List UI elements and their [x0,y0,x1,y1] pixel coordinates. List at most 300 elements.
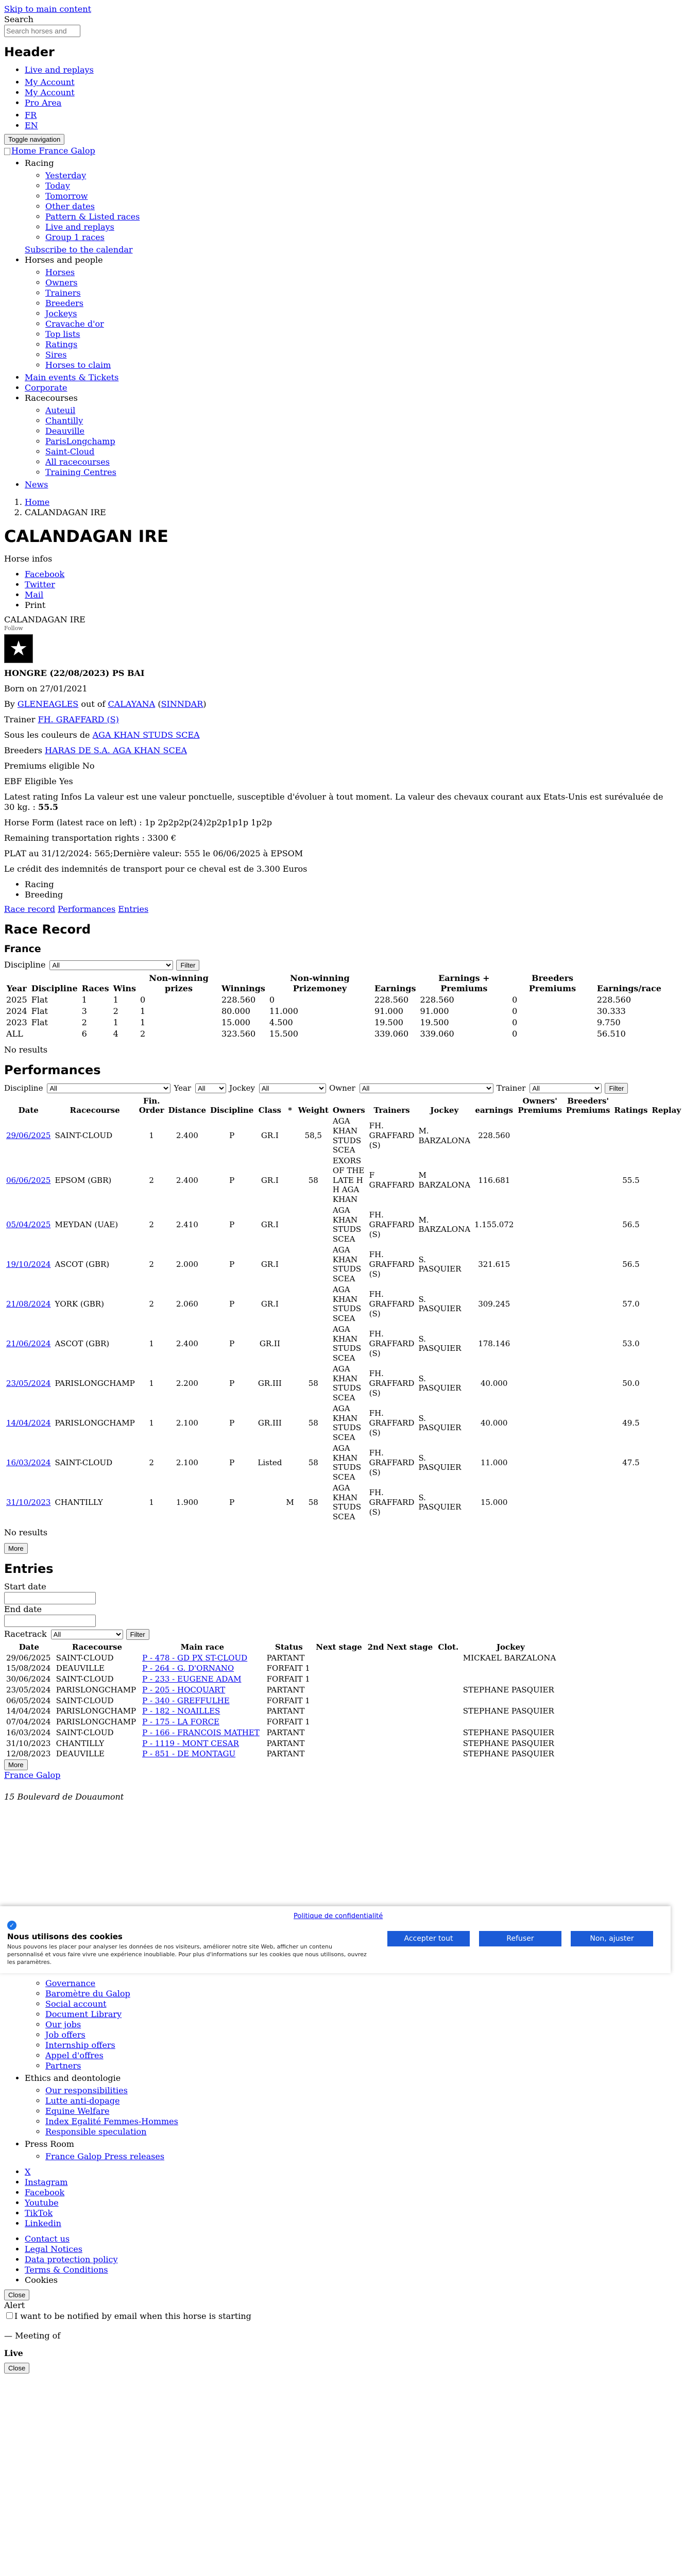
entries-cell [436,1706,461,1717]
nav-trainers[interactable]: Trainers [45,288,81,298]
racetrack-label: Racetrack [4,1629,47,1639]
rating-line: Latest rating Infos La valeur est une valeur ponctuelle, susceptible d'évoluer à tout moment. La valeur des chevaux courant aux Etats-Unis est surévaluée de 30 kg. : 55.5 [4,791,663,812]
empty-cell [650,1403,683,1443]
close-live-button[interactable]: Close [4,2363,29,2374]
entries-cell [365,1706,436,1717]
nav-top-lists[interactable]: Top lists [45,329,80,339]
performance-date-link[interactable]: 21/08/2024 [6,1299,51,1309]
race-record-cell: 0 [512,1017,518,1027]
performance-fin: 2 [149,1259,154,1269]
social-linkedin[interactable]: Linkedin [25,2218,61,2228]
performance-fin: 1 [149,1378,154,1388]
entries-cell: PARTANT [266,1738,305,1748]
skip-link[interactable]: Skip to main content [4,4,91,14]
performance-disc: P [229,1259,235,1269]
performance-dist: 2.410 [176,1219,198,1229]
nav-main-events[interactable]: Main events & Tickets [25,372,119,382]
social-youtube[interactable]: Youtube [25,2198,59,2208]
performance-owner: AGA KHAN STUDS SCEA [332,1443,362,1482]
my-account-link[interactable]: My Account [25,77,75,87]
entries-cell[interactable] [140,1653,265,1664]
entries-cell [313,1717,365,1727]
entries-cell: DEAUVILLE [56,1664,105,1673]
footer-responsibilities[interactable]: Our responsibilities [45,2086,128,2095]
refuse-button[interactable]: Refuser [479,1931,561,1946]
footer-anti-doping[interactable]: Lutte anti-dopage [45,2096,120,2106]
footer-ethics: • Ethics and deontologie ◦ Our responsibilities ◦ Lutte anti-dopage ◦ Equine Welfare ◦ Index Egalité Femmes-Hommes ◦ Responsible speculation [25,2073,663,2137]
nav-horses[interactable]: Horses [45,267,75,277]
entries-cell: 07/04/2024 [6,1717,51,1726]
performance-rating: 55.5 [622,1175,640,1185]
adjust-button[interactable]: Non, ajuster [571,1931,653,1946]
performance-earn: 309.245 [478,1299,510,1309]
entries-cell [436,1738,461,1749]
performance-date-link[interactable]: 21/06/2024 [6,1338,51,1348]
performance-owner: AGA KHAN STUDS SCEA [332,1364,362,1402]
entries-row [4,1749,560,1759]
perf-jockey-select[interactable] [259,1083,326,1093]
search-input[interactable] [4,25,80,37]
performance-row [4,1443,683,1483]
privacy-policy-link[interactable]: Politique de confidentialité [294,1912,383,1920]
empty-cell [516,1483,564,1522]
performance-date-link[interactable]: 31/10/2023 [6,1497,51,1507]
footer-document-library[interactable]: Document Library [45,2009,122,2019]
performance-weight [296,1324,331,1364]
performance-date-link[interactable]: 14/04/2024 [6,1418,51,1428]
accept-all-button[interactable]: Accepter tout [387,1931,470,1946]
lang-fr[interactable]: FR [25,110,37,120]
entries-cell[interactable] [140,1717,265,1727]
performance-rating [612,1483,650,1522]
footer-our-jobs[interactable]: Our jobs [45,2020,81,2029]
footer-job-offers[interactable]: Job offers [45,2030,86,2040]
performance-date[interactable] [4,1116,53,1156]
performance-disc: P [229,1131,235,1141]
perf-owner-select[interactable] [360,1083,493,1093]
footer-address: 15 Boulevard de Douaumont [4,1792,124,1802]
footer-partners[interactable]: Partners [45,2061,81,2071]
entries-cell-link[interactable]: P - 175 - LA FORCE [142,1717,219,1726]
entries-cell [313,1653,365,1664]
performance-earn: 228.560 [478,1131,510,1141]
performance-date[interactable] [4,1443,53,1483]
performance-date[interactable] [4,1245,53,1284]
nav-cravache[interactable]: Cravache d'or [45,319,104,329]
entries-cell: FORFAIT 1 [266,1717,310,1726]
footer-terms[interactable]: Terms & Conditions [25,2265,108,2275]
entries-header: Jockey [496,1642,525,1652]
breeder-link[interactable]: HARAS DE S.A. AGA KHAN SCEA [45,745,187,755]
entries-cell: 30/06/2024 [6,1674,51,1684]
notify-checkbox[interactable] [6,2312,13,2319]
performance-cls: Listed [258,1458,282,1467]
footer-data-protection[interactable]: Data protection policy [25,2255,118,2264]
performance-trainer: FH. GRAFFARD (S) [369,1210,415,1239]
race-record-cell: 0 [269,994,275,1005]
lang-en[interactable]: EN [25,121,38,130]
anchor-links [4,904,667,914]
entries-cell: CHANTILLY [56,1738,105,1748]
race-record-cell: 9.750 [596,1017,621,1027]
perf-jockey-label: Jockey [229,1083,255,1093]
entries-filter-button[interactable]: Filter [126,1629,149,1640]
footer-links [4,1976,663,2374]
performance-trainer: F GRAFFARD [369,1171,415,1190]
cookie-body: Nous pouvons les placer pour analyser les données de nos visiteurs, améliorer notre site Web, afficher un contenu personnalisé et vous faire vivre une expérience inoubliable. Pour plus d'informations sur les cookies que nous utilisons, ouvrez les paramètres. [7,1943,367,1965]
premiums-line: Premiums eligible No [4,760,95,771]
header-live-list [4,65,667,75]
entries-cell: PARTANT [266,1706,305,1716]
entries-cell[interactable] [140,1674,265,1685]
performance-date-link[interactable]: 23/05/2024 [6,1378,51,1388]
empty-cell [516,1205,564,1245]
entries-cell [313,1663,365,1674]
footer-equine-welfare[interactable]: Equine Welfare [45,2106,110,2116]
footer-internship-offers[interactable]: Internship offers [45,2040,115,2050]
anchor-race-record[interactable]: Race record [4,904,56,914]
performance-row [4,1156,683,1205]
live-replays-link[interactable]: Live and replays [25,65,94,75]
nav-other-dates[interactable]: Other dates [45,201,95,211]
performance-rating: 56.5 [622,1219,640,1229]
performance-jockey: M. BARZALONA [418,1126,471,1145]
performance-trainer: FH. GRAFFARD (S) [369,1369,415,1398]
cookie-title: Nous utilisons des cookies [7,1932,123,1941]
nav-news[interactable]: News [25,480,48,489]
footer-press-releases[interactable]: France Galop Press releases [45,2151,165,2161]
race-record-title: Race Record [4,922,91,937]
footer-barometre[interactable]: Baromètre du Galop [45,1989,130,1998]
performance-header: Jockey [430,1106,459,1115]
entries-cell [461,1717,560,1727]
race-record-cell: 2 [81,1017,87,1027]
performance-date-link[interactable]: 05/04/2025 [6,1219,51,1229]
race-record-cell: Flat [31,1006,48,1016]
performance-date-link[interactable]: 19/10/2024 [6,1259,51,1269]
race-record-cell: 2 [113,1006,118,1016]
nav-saint-cloud[interactable]: Saint-Cloud [45,447,95,456]
performance-row [4,1245,683,1284]
performance-earn: 40.000 [480,1418,508,1428]
performance-owner: AGA KHAN STUDS SCEA [332,1324,362,1363]
entries-cell[interactable] [140,1696,265,1706]
performance-row [4,1483,683,1522]
performance-star [284,1443,296,1483]
race-record-cell: 6 [81,1028,87,1039]
entries-cell [365,1749,436,1759]
nav-horses-people[interactable]: • Horses and people ◦ Horses ◦ Owners ◦ Trainers ◦ Breeders ◦ Jockeys ◦ Cravache d'or ◦ Top lists ◦ Ratings ◦ Sires ◦ Horses to claim [25,255,667,370]
performance-date[interactable] [4,1483,53,1522]
race-record-cell: 4 [113,1028,118,1039]
footer-legal-notices[interactable]: Legal Notices [25,2244,82,2254]
performance-date-link[interactable]: 29/06/2025 [6,1131,51,1141]
footer-contact[interactable]: Contact us [25,2234,70,2244]
nav-live-replays[interactable]: Live and replays [45,222,114,232]
nav-jockeys[interactable]: Jockeys [45,309,77,318]
end-date-label: End date [4,1604,42,1614]
damsire-link[interactable]: SINNDAR [161,699,203,709]
footer-responsible-speculation[interactable]: Responsible speculation [45,2127,147,2137]
entries-row [4,1706,560,1717]
entries-cell: DEAUVILLE [56,1749,105,1759]
entries-cell-link[interactable]: P - 1119 - MONT CESAR [142,1738,239,1748]
nav-yesterday[interactable]: Yesterday [45,171,87,180]
empty-cell [564,1443,612,1483]
entries-table [4,1642,560,1759]
nav-ratings[interactable]: Ratings [45,340,78,349]
share-facebook[interactable]: Facebook [25,569,65,579]
nav-owners[interactable]: Owners [45,278,78,287]
entries-cell: FORFAIT 1 [266,1664,310,1673]
anchor-entries[interactable]: Entries [118,904,149,914]
performance-weight: 58 [308,1378,318,1388]
start-date-input[interactable] [4,1592,96,1604]
performance-star: M [286,1497,294,1507]
performance-star [284,1324,296,1364]
empty-cell [564,1403,612,1443]
toggle-navigation-button[interactable]: Toggle navigation [4,134,64,145]
race-record-cell: Flat [31,994,48,1005]
social-tiktok[interactable]: TikTok [25,2208,53,2218]
nav-tomorrow[interactable]: Tomorrow [45,191,88,201]
footer-governance[interactable]: Governance [45,1978,96,1988]
social-facebook[interactable]: Facebook [25,2188,65,2197]
perf-discipline-label: Discipline [4,1083,43,1093]
performance-weight: 58,5 [304,1131,322,1141]
subscribe-calendar-link[interactable]: Subscribe to the calendar [25,245,133,255]
home-logo-link[interactable]: Home France Galop [4,146,95,156]
entries-header: Next stage [316,1642,362,1652]
performance-earn: 15.000 [480,1497,508,1507]
cookie-banner [0,1906,671,1973]
end-date-input[interactable] [4,1615,96,1627]
race-record-cell: ALL [6,1028,23,1039]
performance-jockey: S. PASQUIER [418,1493,462,1512]
close-button[interactable]: Close [4,2290,29,2300]
empty-cell [564,1156,612,1205]
performance-cls: GR.I [261,1219,279,1229]
owner-link[interactable]: AGA KHAN STUDS SCEA [92,730,200,740]
discipline-label: Discipline [4,960,46,970]
race-record-cell: 2024 [6,1006,27,1016]
entries-row [4,1738,560,1749]
empty-cell [516,1116,564,1156]
entries-cell-link[interactable]: P - 182 - NOAILLES [142,1706,220,1716]
performance-jockey: M. BARZALONA [418,1215,471,1234]
follow-button[interactable]: Follow ★ [4,625,667,663]
empty-cell [516,1245,564,1284]
entries-cell-link[interactable]: P - 233 - EUGENE ADAM [142,1674,242,1684]
nav-auteuil[interactable]: Auteuil [45,405,76,415]
footer-index-egalite[interactable]: Index Egalité Femmes-Hommes [45,2116,178,2126]
entries-cell [436,1696,461,1706]
performance-weight [296,1205,331,1245]
social-instagram[interactable]: Instagram [25,2177,68,2187]
empty-cell [516,1156,564,1205]
race-record-header: Discipline [31,983,78,993]
entries-cell-link[interactable]: P - 340 - GREFFULHE [142,1696,230,1705]
performance-header: Distance [168,1106,207,1115]
footer-press: • Press Room ◦ France Galop Press releases [25,2139,663,2162]
entries-cell[interactable] [140,1738,265,1749]
plat-line: PLAT au 31/12/2024: 565;Dernière valeur: 555 le 06/06/2025 à EPSOM [4,848,303,858]
footer-cookies[interactable]: • Cookies [25,2275,663,2285]
performance-cls: GR.I [261,1299,279,1309]
perf-discipline-select[interactable] [47,1083,170,1093]
nav-training-centres[interactable]: Training Centres [45,467,116,477]
trainer-link[interactable]: FH. GRAFFARD (S) [38,714,119,724]
performance-header: * [288,1106,292,1115]
entries-cell-link[interactable]: P - 478 - GD PX ST-CLOUD [142,1653,248,1663]
performance-disc: P [229,1378,235,1388]
empty-cell [564,1284,612,1324]
footer-brand-link[interactable]: France Galop [4,1770,61,1780]
performance-course: MEYDAN (UAE) [55,1219,118,1229]
footer-appel-offres[interactable]: Appel d'offres [45,2050,104,2060]
entries-row [4,1727,560,1738]
footer-social-account[interactable]: Social account [45,1999,107,2009]
main-nav [4,158,667,490]
performance-owner: AGA KHAN STUDS SCEA [332,1205,362,1244]
entries-filter [4,1629,667,1640]
empty-cell [516,1284,564,1324]
share-twitter[interactable]: Twitter [25,580,55,589]
nav-all-racecourses[interactable]: All racecourses [45,457,110,467]
star-icon[interactable]: ★ [4,634,33,663]
performance-course: SAINT-CLOUD [55,1458,113,1467]
nav-sires[interactable]: Sires [45,350,67,360]
entries-cell: PARTANT [266,1653,305,1663]
performance-date[interactable] [4,1156,53,1205]
entries-cell: SAINT-CLOUD [56,1653,114,1663]
performance-trainer: FH. GRAFFARD (S) [369,1448,415,1477]
performance-trainer: FH. GRAFFARD (S) [369,1329,415,1358]
tab-racing[interactable]: • Racing [25,879,667,890]
nav-chantilly[interactable]: Chantilly [45,416,83,426]
perf-year-select[interactable] [195,1083,226,1093]
entries-cell: PARISLONGCHAMP [56,1685,136,1694]
nav-pattern-races[interactable]: Pattern & Listed races [45,212,140,222]
performance-row [4,1403,683,1443]
breadcrumb-home[interactable]: Home [25,497,50,507]
horse-infos-title: Horse infos [4,554,53,564]
nav-racing[interactable]: • Racing ◦ Yesterday ◦ Today ◦ Tomorrow ◦ Other dates ◦ Pattern & Listed races ◦ Live and replays ◦ Group 1 races Subscribe to the calendar [25,158,667,255]
entries-cell: STEPHANE PASQUIER [463,1749,554,1759]
entries-cell: 23/05/2024 [6,1685,51,1694]
entries-header: 2nd Next stage [367,1642,433,1652]
performance-cls [255,1483,284,1522]
racetrack-select[interactable] [51,1630,123,1639]
entries-cell[interactable] [140,1685,265,1696]
race-record-cell: 0 [512,1028,518,1039]
dam-link[interactable]: CALAYANA [108,699,156,709]
nav-today[interactable]: Today [45,181,70,191]
tab-breeding[interactable]: • Breeding [25,890,667,900]
entries-cell [436,1685,461,1696]
performance-cls: GR.I [261,1259,279,1269]
nav-parislongchamp[interactable]: ParisLongchamp [45,436,115,446]
share-print[interactable]: • Print [25,600,667,611]
breadcrumb-current: 2. CALANDAGAN IRE [25,507,667,518]
discipline-select[interactable] [49,960,173,970]
race-record-cell: 2 [140,1028,146,1039]
performance-dist: 2.400 [176,1338,198,1348]
race-record-table [4,973,663,1040]
nav-racecourses[interactable]: • Racecourses ◦ Auteuil ◦ Chantilly ◦ Deauville ◦ ParisLongchamp ◦ Saint-Cloud ◦ All racecourses ◦ Training Centres [25,393,667,478]
share-mail[interactable]: Mail [25,590,44,600]
race-record-header: Non-winning Prizemoney [290,973,350,993]
my-account-link-2[interactable]: My Account [25,88,75,97]
performance-owner: AGA KHAN STUDS SCEA [332,1284,362,1323]
meeting-line: — Meeting of [4,2331,61,2341]
entries-cell [436,1663,461,1674]
performance-date[interactable] [4,1324,53,1364]
entries-cell[interactable] [140,1749,265,1759]
empty-cell [564,1116,612,1156]
performance-date[interactable] [4,1284,53,1324]
race-record-cell: 19.500 [374,1017,403,1027]
performances-more-button[interactable]: More [4,1543,28,1554]
performance-date[interactable] [4,1205,53,1245]
entries-cell-link[interactable]: P - 264 - G. D'ORNANO [142,1664,234,1673]
performance-date[interactable] [4,1364,53,1403]
race-record-filter-button[interactable]: Filter [176,960,199,971]
performance-star [284,1205,296,1245]
entries-cell: STEPHANE PASQUIER [463,1727,554,1737]
performance-rating: 53.0 [622,1338,640,1348]
empty-cell [516,1403,564,1443]
transport-line: Remaining transportation rights : 3300 € [4,833,177,843]
social-x[interactable]: X [25,2167,31,2177]
race-record-cell: 228.560 [221,994,256,1005]
entries-cell [436,1749,461,1759]
entries-cell-link[interactable]: P - 205 - HOCQUART [142,1685,226,1694]
entries-more-button[interactable]: More [4,1759,28,1770]
perf-filter-button[interactable]: Filter [605,1083,628,1094]
anchor-performances[interactable]: Performances [58,904,116,914]
performance-row [4,1116,683,1156]
performance-header: Date [18,1106,39,1115]
performance-star [284,1156,296,1205]
race-record-cell: 56.510 [596,1028,626,1039]
nav-breeders[interactable]: Breeders [45,298,83,308]
entries-cell[interactable] [140,1727,265,1738]
sire-link[interactable]: GLENEAGLES [17,699,79,709]
race-record-cell: 91.000 [374,1006,403,1016]
nav-group1[interactable]: Group 1 races [45,232,105,242]
performance-date-link[interactable]: 06/06/2025 [6,1175,51,1185]
entries-cell[interactable] [140,1663,265,1674]
performance-disc: P [229,1219,235,1229]
entries-cell-link[interactable]: P - 851 - DE MONTAGU [142,1749,236,1759]
perf-trainer-select[interactable] [530,1083,602,1093]
born-date: Born on 27/01/2021 [4,683,88,693]
entries-cell-link[interactable]: P - 166 - FRANCOIS MATHET [142,1727,260,1737]
nav-corporate[interactable]: Corporate [25,383,67,393]
race-record-cell: 0 [512,994,518,1005]
performance-weight: 58 [308,1175,318,1185]
entries-cell [365,1674,436,1685]
performance-date-link[interactable]: 16/03/2024 [6,1458,51,1467]
pro-area-link[interactable]: Pro Area [25,98,62,108]
entries-cell[interactable] [140,1706,265,1717]
performance-date[interactable] [4,1403,53,1443]
entries-title: Entries [4,1561,54,1576]
nav-deauville[interactable]: Deauville [45,426,84,436]
nav-horses-to-claim[interactable]: Horses to claim [45,360,111,370]
entries-cell: PARTANT [266,1685,305,1694]
